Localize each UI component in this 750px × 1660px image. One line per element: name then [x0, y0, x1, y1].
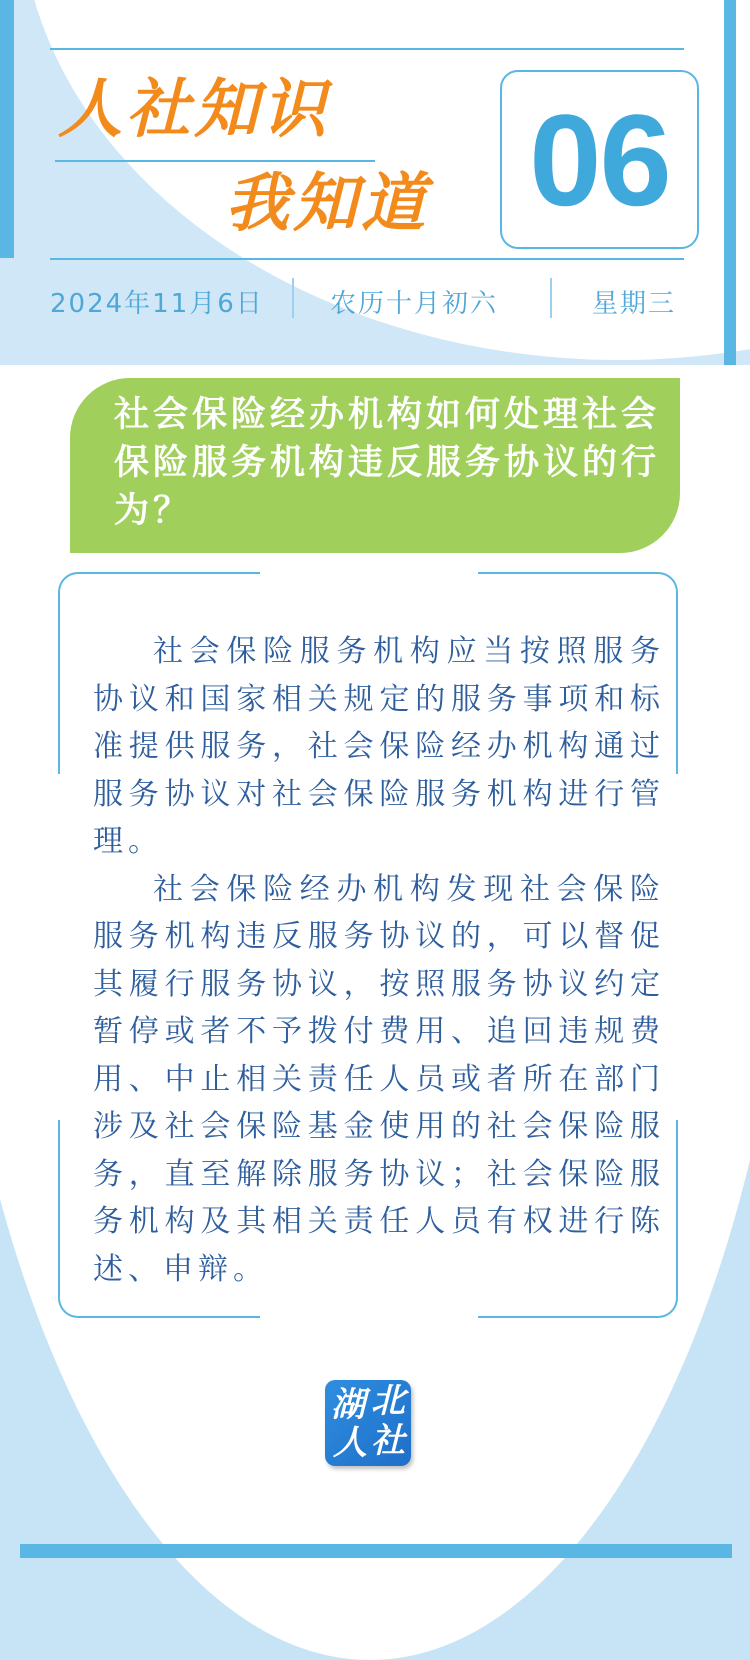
title-line-1: 人社知识	[58, 73, 330, 147]
header-top-line	[50, 48, 684, 50]
date-text: 2024年11月6日	[50, 289, 264, 319]
logo-char: 人	[333, 1423, 367, 1463]
left-accent-bar	[0, 0, 14, 258]
logo-char: 北	[371, 1381, 405, 1421]
right-accent-bar	[724, 0, 736, 365]
question-card	[70, 378, 680, 553]
bottom-accent-bar	[20, 1544, 732, 1558]
answer-body	[93, 628, 665, 1293]
question-text: 社会保险经办机构如何处理社会保险服务机构违反服务协议的行为？	[114, 395, 661, 531]
date-separator	[292, 278, 294, 318]
issue-number-box	[500, 70, 699, 249]
issue-number: 06	[529, 86, 670, 233]
logo-char: 社	[371, 1421, 405, 1461]
weekday-text: 星期三	[592, 289, 677, 319]
title-divider-line	[55, 160, 375, 162]
answer-paragraph: 社会保险服务机构应当按照服务协议和国家相关规定的服务事项和标准提供服务，社会保险经办机构通过服务协议对社会保险服务机构进行管理。	[93, 634, 665, 859]
logo-char: 湖	[331, 1385, 365, 1425]
hubei-renshe-logo	[325, 1380, 411, 1466]
title-line-2: 我知道	[225, 167, 429, 241]
lunar-date-text: 农历十月初六	[330, 289, 499, 319]
answer-paragraph: 社会保险经办机构发现社会保险服务机构违反服务协议的，可以督促其履行服务协议，按照服务协议约定暂停或者不予拨付费用、追回违规费用、中止相关责任人员或者所在部门涉及社会保险基金使用的社会保险服务，直至解除服务协议；社会保险服务机构及其相关责任人员有权进行陈述、申辩。	[93, 871, 665, 1287]
date-separator	[550, 278, 552, 318]
header-bottom-line	[50, 258, 684, 260]
